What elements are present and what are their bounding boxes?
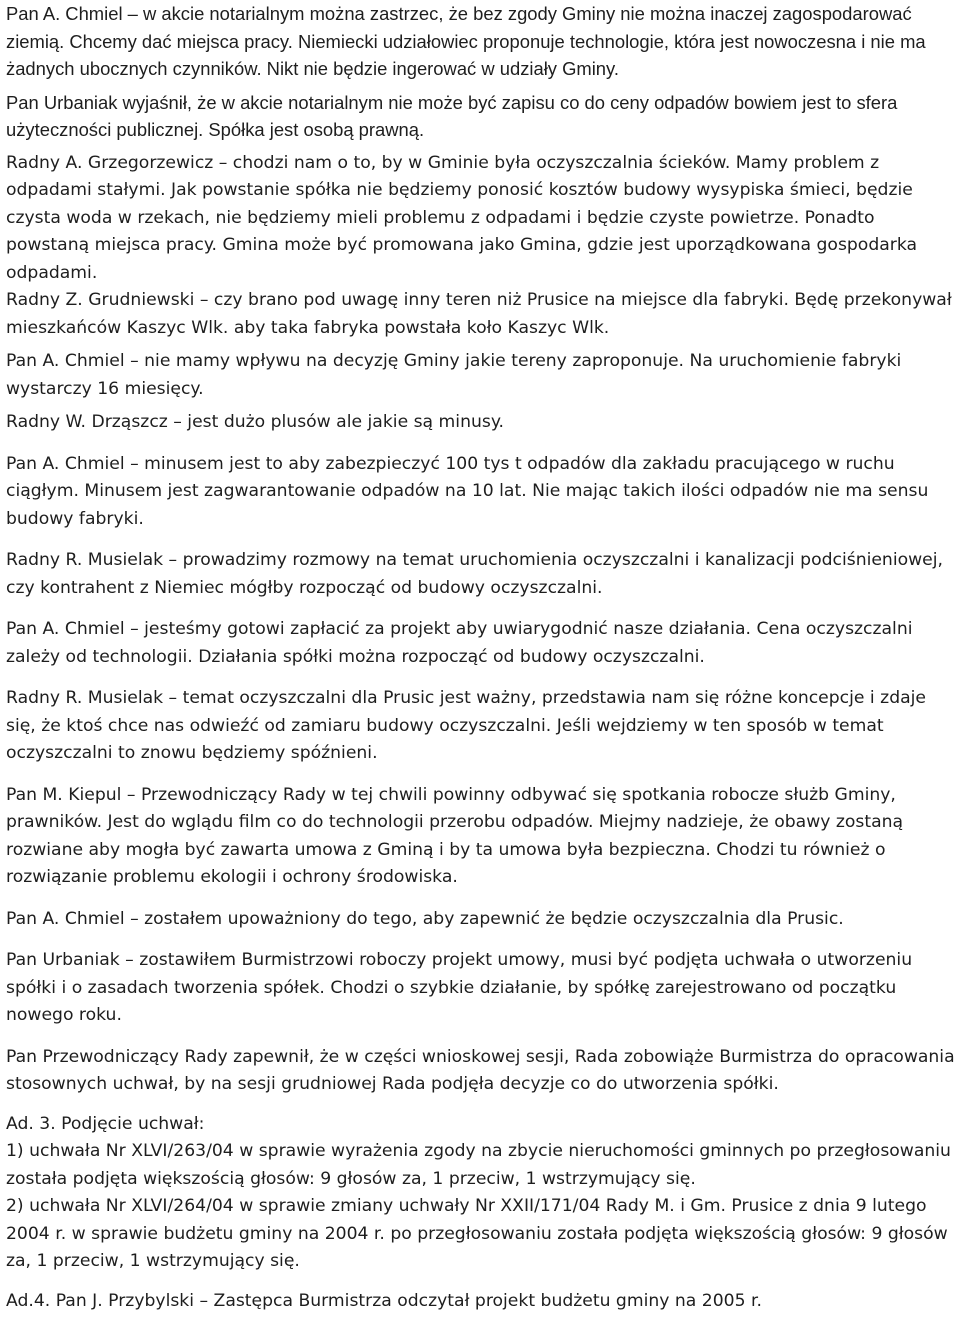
section-heading: Ad. 3. Podjęcie uchwał: [6, 1113, 205, 1134]
paragraph-drzaszcz: Radny W. Drząszcz – jest dużo plusów ale jakie są minusy. [6, 412, 504, 432]
paragraph-chmiel-notarial: Pan A. Chmiel – w akcie notarialnym można zastrzec, że bez zgody Gminy nie można inaczej zagospodarować ziemią. Chcemy dać miejsca pracy. Niemiecki udziałowiec proponuje technologie, która jest nowoczesna i nie ma żadnych ubocznych czynników. Nikt nie będzie ingerować w udziały Gminy. [6, 3, 926, 79]
resolution-item-2: 2) uchwała Nr XLVI/264/04 w sprawie zmiany uchwały Nr XXII/171/04 Rady M. i Gm. Prusice z dnia 9 lutego 2004 r. w sprawie budżetu gminy na 2004 r. po przegłosowaniu została podjęta większością głosów: 9 głosów za, 1 przeciw, 1 wstrzymujący się. [6, 1196, 948, 1271]
paragraph-grudniewski: Radny Z. Grudniewski – czy brano pod uwagę inny teren niż Prusice na miejsce dla fabryki. Będę przekonywał mieszkańców Kaszyc Wlk. aby taka fabryka powstała koło Kaszyc Wlk. [6, 290, 952, 338]
paragraph-musielak-topic: Radny R. Musielak – temat oczyszczalni dla Prusic jest ważny, przedstawia nam się różne koncepcje i zdaje się, że ktoś chce nas odwieźć od zamiaru budowy oczyszczalni. Jeśli wejdziemy w ten sposób w temat oczyszczalni to znowu będziemy spóźnieni. [6, 688, 926, 763]
paragraph-grzegorzewicz: Radny A. Grzegorzewicz – chodzi nam o to, by w Gminie była oczyszczalnia ścieków. Mamy problem z odpadami stałymi. Jak powstanie spółka nie będziemy ponosić kosztów budowy wysypiska śmieci, będzie czysta woda w rzekach, nie będziemy mieli problemu z odpadami i będzie czyste powietrze. Ponadto powstaną miejsca pracy. Gmina może być promowana jako Gmina, gdzie jest uporządkowana gospodarka odpadami. [6, 152, 918, 283]
paragraph-chairman: Pan Przewodniczący Rady zapewnił, że w części wnioskowej sesji, Rada zobowiąże Burmistrza do opracowania stosownych uchwał, by na sesji grudniowej Rada podjęła decyzje co do utworzenia spółki. [6, 1046, 955, 1094]
paragraph-chmiel-influence: Pan A. Chmiel – nie mamy wpływu na decyzję Gminy jakie tereny zaproponuje. Na uruchomienie fabryki wystarczy 16 miesięcy. [6, 351, 902, 399]
paragraph-urbaniak-explanation: Pan Urbaniak wyjaśnił, że w akcie notarialnym nie może być zapisu co do ceny odpadów bowiem jest to sfera użyteczności publicznej. Spółka jest osobą prawną. [6, 91, 898, 140]
section-budget-reading: Ad.4. Pan J. Przybylski – Zastępca Burmistrza odczytał projekt budżetu gminy na 2005 r. [6, 1290, 762, 1311]
paragraph-chmiel-project: Pan A. Chmiel – jesteśmy gotowi zapłacić za projekt aby uwiarygodnić nasze działania. Cena oczyszczalni zależy od technologii. Działania spółki można rozpocząć od budowy oczyszczalni. [6, 619, 913, 667]
paragraph-urbaniak-draft: Pan Urbaniak – zostawiłem Burmistrzowi roboczy projekt umowy, musi być podjęta uchwała o utworzeniu spółki i o zasadach tworzenia spółek. Chodzi o szybkie działanie, by spółkę zarejestrowano od początku nowego roku. [6, 950, 913, 1025]
section-resolutions [6, 1111, 955, 1276]
paragraph-chmiel-minus: Pan A. Chmiel – minusem jest to aby zabezpieczyć 100 tys t odpadów dla zakładu pracującego w ruchu ciągłym. Minusem jest zagwarantowanie odpadów na 10 lat. Nie mając takich ilości odpadów nie ma sensu budowy fabryki. [6, 453, 929, 529]
paragraph-musielak-talks: Radny R. Musielak – prowadzimy rozmowy na temat uruchomienia oczyszczalni i kanalizacji podciśnieniowej, czy kontrahent z Niemiec mógłby rozpocząć od budowy oczyszczalni. [6, 550, 943, 598]
paragraph-kiepul: Pan M. Kiepul – Przewodniczący Rady w tej chwili powinny odbywać się spotkania robocze służb Gminy, prawników. Jest do wglądu film co do technologii przerobu odpadów. Miejmy nadzieje, że obawy zostaną rozwiane aby mogła być zawarta umowa z Gminą i by ta umowa była bezpieczna. Chodzi tu również o rozwiązanie problemu ekologii i ochrony środowiska. [6, 784, 904, 887]
paragraph-chmiel-authorized: Pan A. Chmiel – zostałem upoważniony do tego, aby zapewnić że będzie oczyszczalnia dla Prusic. [6, 908, 844, 929]
resolution-item-1: 1) uchwała Nr XLVI/263/04 w sprawie wyrażenia zgody na zbycie nieruchomości gminnych po przegłosowaniu została podjęta większością głosów: 9 głosów za, 1 przeciw, 1 wstrzymujący się. [6, 1141, 951, 1189]
